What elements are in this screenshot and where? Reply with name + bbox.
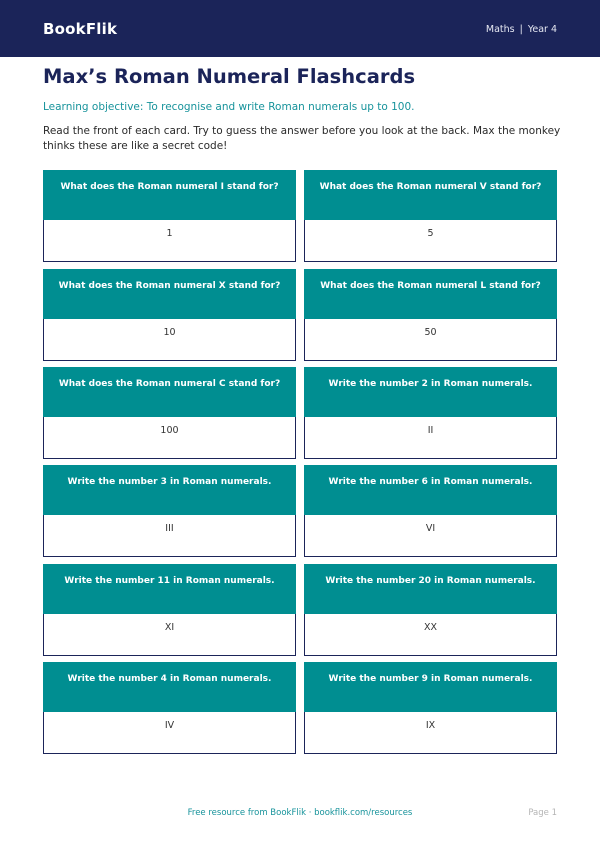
card-front: Write the number 2 in Roman numerals. xyxy=(304,367,557,417)
card-front: Write the number 11 in Roman numerals. xyxy=(43,564,296,614)
flashcard xyxy=(304,662,557,754)
card-back: 10 xyxy=(43,319,296,361)
card-front: Write the number 3 in Roman numerals. xyxy=(43,465,296,515)
flashcard xyxy=(43,662,296,754)
instructions: Read the front of each card. Try to guess the answer before you look at the back. Max the monkey thinks these are like a secret code! xyxy=(43,125,561,152)
card-front: Write the number 6 in Roman numerals. xyxy=(304,465,557,515)
card-back: XX xyxy=(304,614,557,656)
flashcard xyxy=(304,564,557,656)
card-front: Write the number 4 in Roman numerals. xyxy=(43,662,296,712)
card-front: What does the Roman numeral X stand for? xyxy=(43,269,296,319)
card-front: Write the number 9 in Roman numerals. xyxy=(304,662,557,712)
flashcard xyxy=(43,465,296,557)
card-back: 100 xyxy=(43,417,296,459)
brand-logo[interactable]: BookFlik xyxy=(43,20,118,38)
card-front: What does the Roman numeral C stand for? xyxy=(43,367,296,417)
learning-objective: Learning objective: To recognise and write Roman numerals up to 100. xyxy=(43,101,415,113)
card-back: 5 xyxy=(304,220,557,262)
top-banner xyxy=(0,0,600,57)
page-title: Max’s Roman Numeral Flashcards xyxy=(43,65,416,88)
subject-label: Maths xyxy=(485,24,515,35)
card-back: 1 xyxy=(43,220,296,262)
card-back: 50 xyxy=(304,319,557,361)
card-back: II xyxy=(304,417,557,459)
flashcard xyxy=(304,269,557,361)
card-back: XI xyxy=(43,614,296,656)
flashcard xyxy=(304,170,557,262)
subject-level xyxy=(486,24,557,36)
card-front: What does the Roman numeral L stand for? xyxy=(304,269,557,319)
card-front: What does the Roman numeral I stand for? xyxy=(43,170,296,220)
footer-credit[interactable]: Free resource from BookFlik · bookflik.com/resources xyxy=(187,808,413,818)
card-back: VI xyxy=(304,515,557,557)
meta-separator: | xyxy=(519,24,523,35)
card-back: IX xyxy=(304,712,557,754)
flashcard xyxy=(304,465,557,557)
flashcard xyxy=(43,170,296,262)
flashcard xyxy=(304,367,557,459)
card-back: IV xyxy=(43,712,296,754)
card-front: What does the Roman numeral V stand for? xyxy=(304,170,557,220)
flashcard xyxy=(43,367,296,459)
card-front: Write the number 20 in Roman numerals. xyxy=(304,564,557,614)
level-label: Year 4 xyxy=(527,24,557,35)
flashcard xyxy=(43,269,296,361)
page-number: Page 1 xyxy=(528,808,557,818)
card-back: III xyxy=(43,515,296,557)
flashcard xyxy=(43,564,296,656)
